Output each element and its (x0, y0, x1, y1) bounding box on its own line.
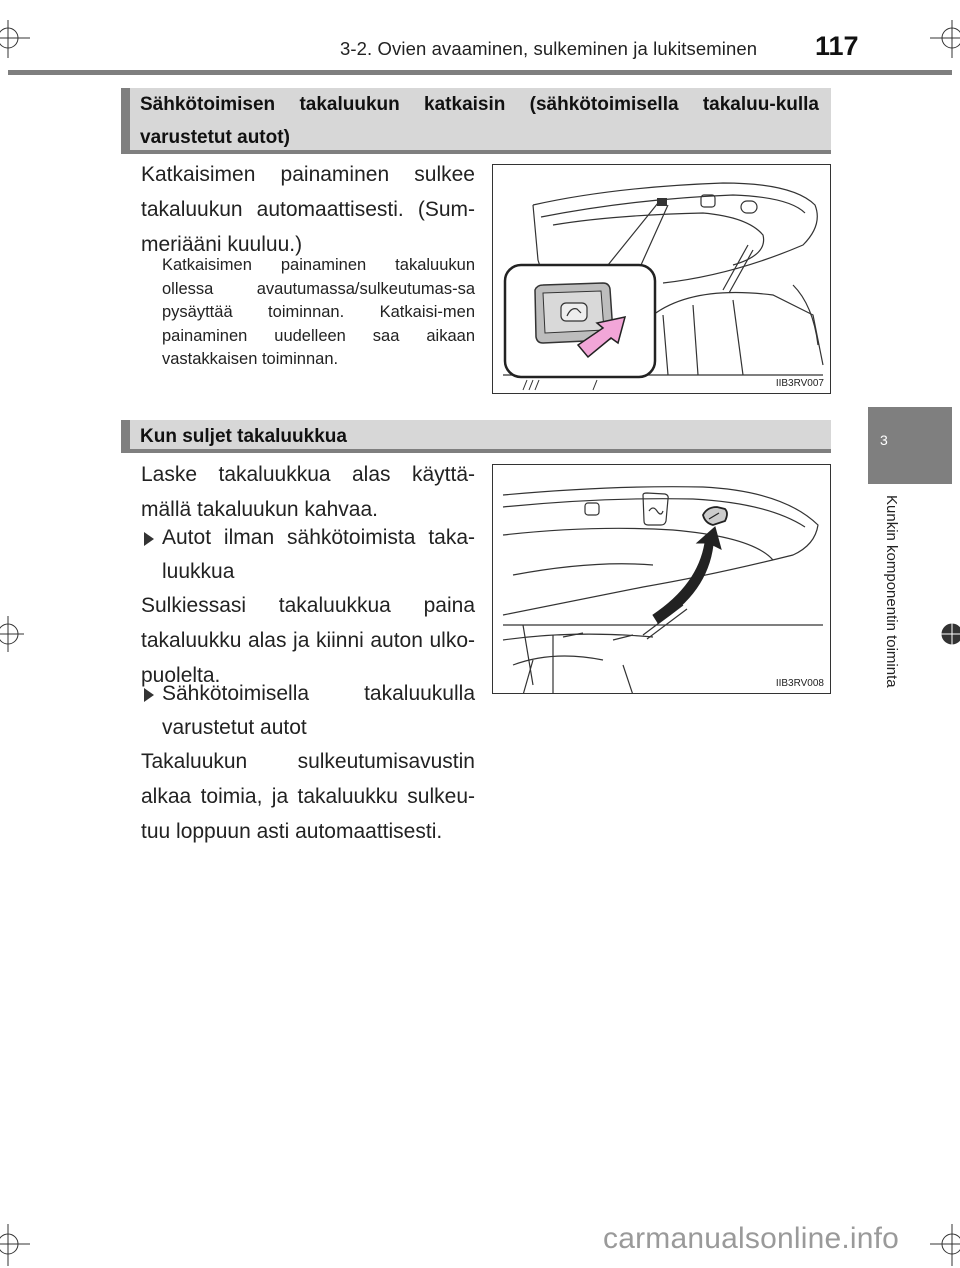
bullet-no-power-door (141, 521, 475, 589)
figure-code-2: IIB3RV008 (775, 678, 824, 689)
figure-code-1: IIB3RV007 (775, 378, 824, 389)
figure-back-door-switch (492, 164, 831, 394)
section-heading-closing (121, 420, 831, 453)
paragraph-press-door-down: Sulkiessasi takaluukkua paina takaluukku alas ja kiinni auton ulko-puolelta. (141, 594, 475, 687)
bullet-power-door (141, 677, 475, 745)
crop-mark-bottom-right (920, 1220, 960, 1268)
bullet-arrow-icon (141, 521, 161, 555)
lift-arrow-icon (653, 527, 721, 623)
watermark: carmanualsonline.info (603, 1222, 900, 1255)
crop-mark-right-middle (930, 612, 960, 656)
crop-mark-left-middle (0, 612, 30, 656)
paragraph-closer-assist: Takaluukun sulkeutumisavustin alkaa toimia, ja takaluukku sulkeu-tuu loppuun asti automaattisesti. (141, 750, 475, 843)
bullet-label: Sähkötoimisella takaluukulla varustetut autot (162, 682, 475, 739)
paragraph-lower-door: Laske takaluukkua alas käyttä-mällä takaluukun kahvaa. (141, 463, 475, 521)
figure-back-door-handle (492, 464, 831, 694)
section-heading-text: Sähkötoimisen takaluukun katkaisin (sähkötoimisella takaluu-kulla varustetut autot) (140, 94, 819, 148)
section-heading-text: Kun suljet takaluukkua (140, 426, 347, 447)
header-section-path: 3-2. Ovien avaaminen, sulkeminen ja lukitseminen (340, 38, 758, 59)
crop-mark-top-left (0, 0, 40, 60)
crop-mark-top-right (920, 0, 960, 60)
chapter-number: 3 (880, 432, 888, 448)
page-number: 117 (815, 31, 859, 61)
back-door-handle-illustration (493, 465, 831, 694)
paragraph-switch-closes: Katkaisimen painaminen sulkee takaluukun automaattisesti. (Sum-meriääni kuuluu.) (141, 163, 475, 256)
crop-mark-bottom-left (0, 1220, 40, 1268)
note-switch-stop: Katkaisimen painaminen takaluukun ollessa avautumassa/sulkeutumas-sa pysäyttää toiminnan. Katkaisi-men painaminen uudelleen saa aikaan vastakkaisen toiminnan. (162, 256, 475, 368)
back-door-switch-illustration (493, 165, 831, 394)
header-rule (8, 70, 952, 75)
section-heading-power-switch (121, 88, 831, 154)
bullet-label: Autot ilman sähkötoimista taka-luukkua (162, 526, 475, 583)
chapter-title: Kunkin komponentin toiminta (883, 495, 900, 688)
bullet-arrow-icon (141, 677, 161, 711)
